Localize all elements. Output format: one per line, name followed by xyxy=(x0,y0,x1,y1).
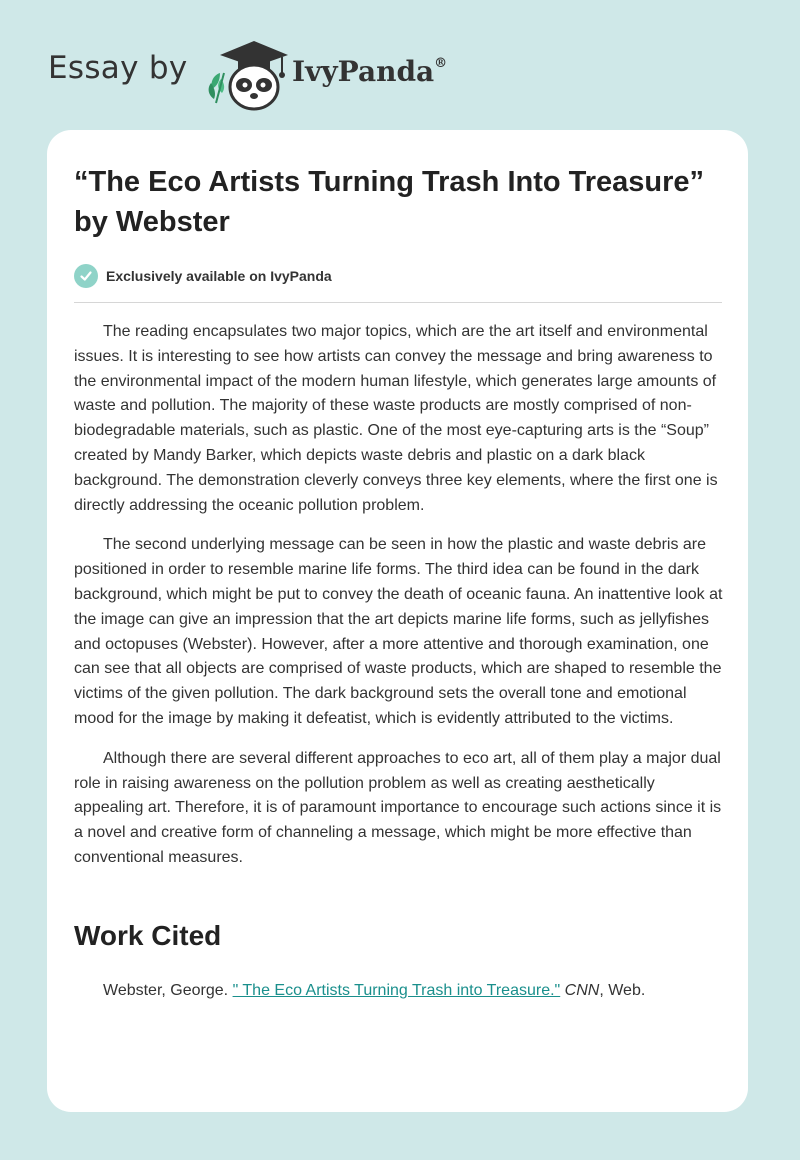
citation-publisher: CNN xyxy=(564,982,600,999)
page-title: “The Eco Artists Turning Trash Into Treasure” by Webster xyxy=(74,166,705,238)
essay-body xyxy=(74,320,724,886)
paragraph: Although there are several different approaches to eco art, all of them play a major dual role in raising awareness on the pollution problem as well as creating aesthetically appealing art. Therefore, it is of paramount importance to encourage such actions since it is a novel and creative form of channeling a message, which might be more effective than conventional measures. xyxy=(74,749,722,866)
panda-logo-icon[interactable] xyxy=(202,33,292,113)
citation xyxy=(103,982,645,1000)
site-header xyxy=(0,0,800,130)
checkmark-icon xyxy=(74,264,98,288)
brand-name[interactable]: IvyPanda® xyxy=(292,55,448,88)
registered-mark: ® xyxy=(434,55,448,71)
works-cited-heading: Work Cited xyxy=(74,920,222,951)
title-divider xyxy=(74,302,722,303)
exclusive-badge xyxy=(74,264,332,288)
paragraph: The second underlying message can be seen in how the plastic and waste debris are positioned in order to resemble marine life forms. The third idea can be found in the dark background, which might be put to convey the death of oceanic fauna. An inattentive look at the image can give an impression that the art depicts marine life forms, such as jellyfishes and octopuses (Webster). However, after a more attentive and thorough examination, one can see that all objects are comprised of waste products, which are shaped to resemble the victims of the given pollution. The dark background sets the overall tone and emotional mood for the image by making it defeatist, which is evidently attributed to the victims. xyxy=(74,536,723,727)
citation-author: Webster, George. xyxy=(103,982,229,999)
citation-suffix: , Web. xyxy=(599,982,646,999)
citation-link[interactable]: " The Eco Artists Turning Trash into Treasure." xyxy=(232,982,561,999)
paragraph: The reading encapsulates two major topics, which are the art itself and environmental issues. It is interesting to see how artists can convey the message and bring awareness to the environmental impact of the modern human lifestyle, which generates large amounts of waste and pollution. The majority of these waste products are mostly comprised of non-biodegradable materials, such as plastic. One of the most eye-capturing arts is the “Soup” created by Mandy Barker, which depicts waste debris and plastic on a dark black background. The demonstration cleverly conveys three key elements, where the first one is directly addressing the oceanic pollution problem. xyxy=(74,323,718,514)
exclusive-badge-label: Exclusively available on IvyPanda xyxy=(106,268,332,284)
essay-card xyxy=(47,130,748,1112)
brand-prefix: Essay by xyxy=(48,50,188,86)
